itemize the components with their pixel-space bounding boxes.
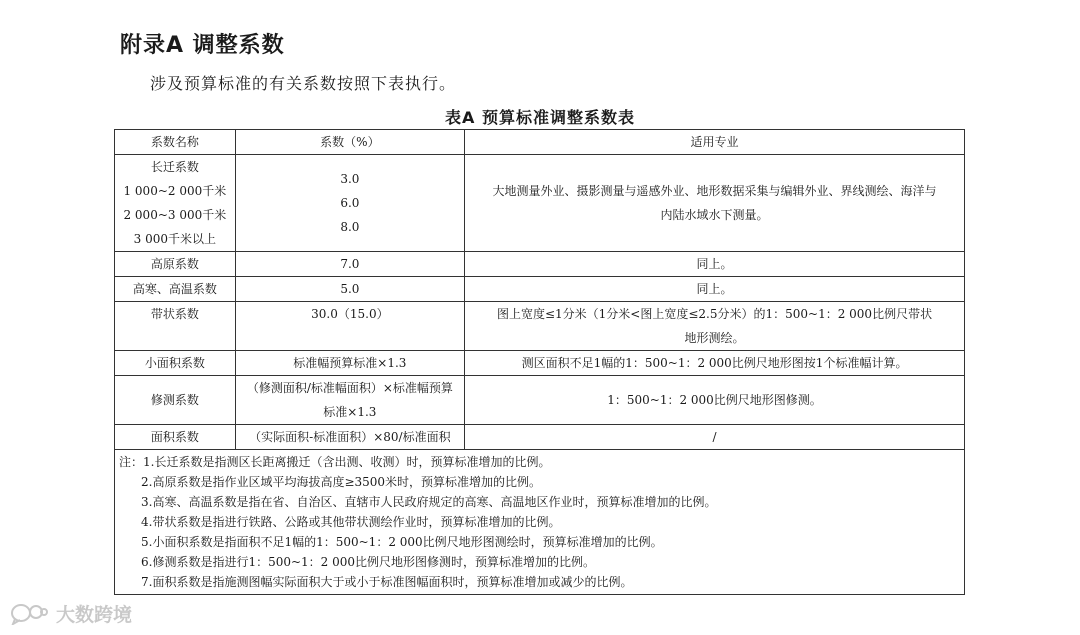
- cell-value: 7.0: [235, 252, 464, 277]
- table-row: [115, 351, 965, 376]
- cell-value: [235, 376, 464, 425]
- chat-bubble-logo-icon: [10, 603, 48, 625]
- cell-name: 高寒、高温系数: [115, 277, 236, 302]
- cell-name: 修测系数: [115, 376, 236, 425]
- watermark-text: 大数跨境: [56, 604, 133, 626]
- cell-scope: 同上。: [465, 277, 965, 302]
- cell-scope: [465, 155, 965, 252]
- header-cell-value: 系数（%）: [235, 130, 464, 155]
- cell-name: 高原系数: [115, 252, 236, 277]
- header-cell-scope: 适用专业: [465, 130, 965, 155]
- cell-line: 3 000千米以上: [133, 232, 217, 246]
- cell-name: 面积系数: [115, 425, 236, 450]
- table-header-row: [115, 130, 965, 155]
- notes-row: [115, 450, 965, 595]
- cell-line: 内陆水域水下测量。: [660, 208, 769, 222]
- cell-value: 标准幅预算标准×1.3: [235, 351, 464, 376]
- cell-line: 6.0: [340, 196, 360, 210]
- cell-scope: 1：500~1：2 000比例尺地形图修测。: [465, 376, 965, 425]
- cell-line: （修测面积/标准幅面积）×标准幅预算: [246, 381, 453, 395]
- table-row: [115, 376, 965, 425]
- table-row: [115, 252, 965, 277]
- cell-line: 3.0: [340, 172, 360, 186]
- note-line: 4.带状系数是指进行铁路、公路或其他带状测绘作业时，预算标准增加的比例。: [141, 515, 561, 529]
- cell-value: （实际面积-标准面积）×80/标准面积: [235, 425, 464, 450]
- cell-value: [235, 155, 464, 252]
- header-cell-name: 系数名称: [115, 130, 236, 155]
- cell-line: 8.0: [340, 220, 360, 234]
- cell-line: 图上宽度≤1分米（1分米<图上宽度≤2.5分米）的1：500~1：2 000比例尺带状: [496, 307, 933, 321]
- table-row: [115, 425, 965, 450]
- cell-line: 1 000~2 000千米: [123, 184, 227, 198]
- notes-cell: [115, 450, 965, 595]
- note-line: 注：1.长迁系数是指测区长距离搬迁（含出测、收测）时，预算标准增加的比例。: [119, 455, 551, 469]
- appendix-heading: 附录A 调整系数: [120, 33, 285, 58]
- table-row: [115, 302, 965, 351]
- cell-value: 5.0: [235, 277, 464, 302]
- note-line: 6.修测系数是指进行1：500~1：2 000比例尺地形图修测时，预算标准增加的比例。: [141, 555, 596, 569]
- cell-name: 小面积系数: [115, 351, 236, 376]
- cell-line: 大地测量外业、摄影测量与遥感外业、地形数据采集与编辑外业、界线测绘、海洋与: [492, 184, 937, 198]
- note-line: 5.小面积系数是指面积不足1幅的1：500~1：2 000比例尺地形图测绘时，预算标准增加的比例。: [141, 535, 663, 549]
- cell-line: 标准×1.3: [323, 405, 377, 419]
- table-caption: 表A 预算标准调整系数表: [445, 108, 635, 127]
- table-row: [115, 277, 965, 302]
- note-line: 7.面积系数是指施测图幅实际面积大于或小于标准图幅面积时，预算标准增加或减少的比例。: [141, 575, 633, 589]
- cell-scope: [465, 302, 965, 351]
- cell-line: 长迁系数: [150, 160, 199, 174]
- note-line: 2.高原系数是指作业区域平均海拔高度≥3500米时，预算标准增加的比例。: [141, 475, 542, 489]
- cell-value: 30.0（15.0）: [235, 302, 464, 351]
- cell-scope: 同上。: [465, 252, 965, 277]
- cell-line: 地形测绘。: [684, 331, 745, 345]
- cell-line: 2 000~3 000千米: [123, 208, 227, 222]
- intro-paragraph: 涉及预算标准的有关系数按照下表执行。: [150, 74, 457, 93]
- table-row: [115, 155, 965, 252]
- coefficient-table: [114, 129, 965, 595]
- cell-name: [115, 155, 236, 252]
- cell-scope: 测区面积不足1幅的1：500~1：2 000比例尺地形图按1个标准幅计算。: [465, 351, 965, 376]
- note-line: 3.高寒、高温系数是指在省、自治区、直辖市人民政府规定的高寒、高温地区作业时，预算标准增加的比例。: [141, 495, 717, 509]
- cell-name: 带状系数: [115, 302, 236, 351]
- watermark: [10, 600, 132, 627]
- cell-scope: /: [465, 425, 965, 450]
